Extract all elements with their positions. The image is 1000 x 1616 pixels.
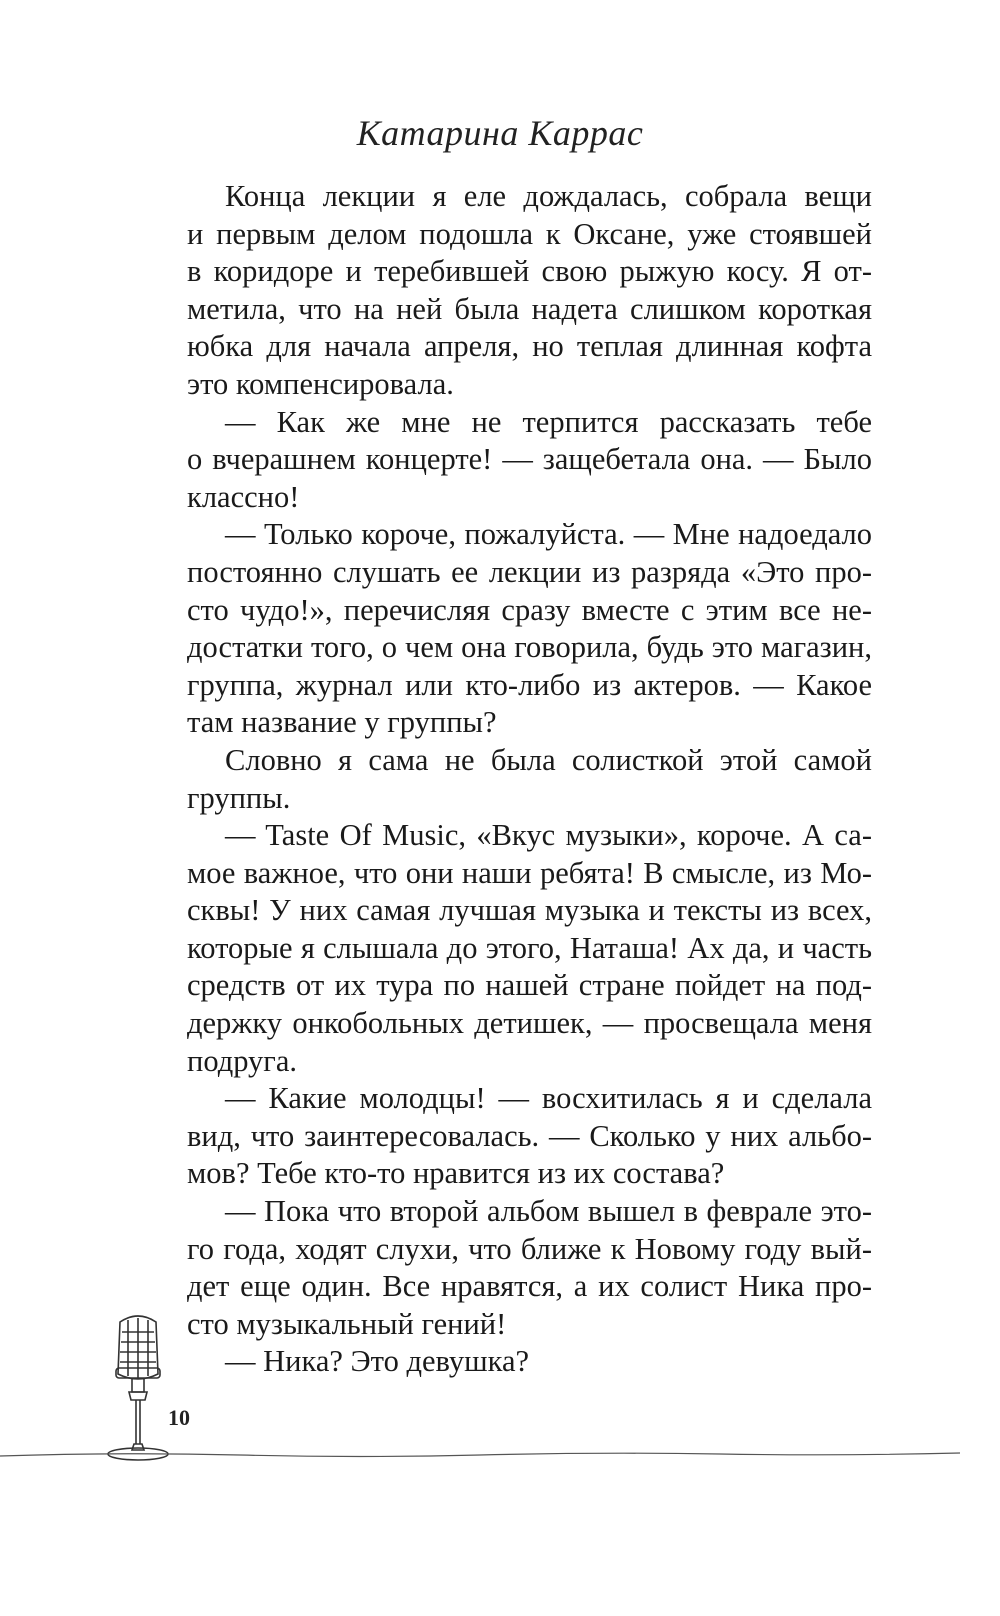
text-line: — Только короче, пожалуйста. — Мне надоедало bbox=[225, 517, 872, 552]
text-line: группа, журнал или кто-либо из актеров. — Какое bbox=[187, 667, 872, 702]
body-text bbox=[187, 178, 872, 1381]
text-line: классно! bbox=[187, 479, 300, 514]
text-line: достатки того, о чем она говорила, будь это магазин, bbox=[187, 630, 872, 665]
text-line: — Пока что второй альбом вышел в феврале это- bbox=[225, 1194, 872, 1229]
page-number: 10 bbox=[168, 1405, 190, 1430]
running-header: Катарина Каррас bbox=[356, 113, 644, 153]
text-line: сто чудо!», перечисляя сразу вместе с этим все не- bbox=[187, 592, 872, 627]
text-line: мое важное, что они наши ребята! В смысле, из Мо- bbox=[187, 855, 872, 890]
text-line: о вчерашнем концерте! — защебетала она. — Было bbox=[187, 442, 872, 477]
text-line: подруга. bbox=[187, 1043, 297, 1078]
text-line: сквы! У них самая лучшая музыка и тексты из всех, bbox=[187, 893, 872, 928]
text-line: постоянно слушать ее лекции из разряда «Это про- bbox=[187, 554, 872, 589]
text-line: которые я слышала до этого, Наташа! Ах да, и часть bbox=[187, 930, 872, 965]
text-line: группы. bbox=[187, 780, 291, 815]
text-line: — Какие молодцы! — восхитилась я и сделала bbox=[225, 1081, 872, 1116]
text-line: метила, что на ней была надета слишком короткая bbox=[187, 291, 872, 326]
text-line: — Taste Of Music, «Вкус музыки», короче. А са- bbox=[225, 818, 872, 853]
text-line: держку онкобольных детишек, — просвещала меня bbox=[187, 1006, 872, 1041]
text-line: — Как же мне не терпится рассказать тебе bbox=[225, 404, 872, 439]
text-line: Словно я сама не была солисткой этой самой bbox=[225, 742, 872, 777]
text-line: средств от их тура по нашей стране пойдет на под- bbox=[187, 968, 872, 1003]
text-line: вид, что заинтересовалась. — Сколько у них альбо- bbox=[187, 1118, 872, 1153]
text-line: го года, ходят слухи, что ближе к Новому году вый- bbox=[187, 1231, 872, 1266]
text-line: юбка для начала апреля, но теплая длинная кофта bbox=[187, 329, 872, 364]
text-line: дет еще один. Все нравятся, а их солист Ника про- bbox=[187, 1269, 872, 1304]
text-line: мов? Тебе кто-то нравится из их состава? bbox=[187, 1156, 725, 1191]
text-line: — Ника? Это девушка? bbox=[225, 1344, 530, 1379]
text-line: Конца лекции я еле дождалась, собрала вещи bbox=[225, 179, 872, 213]
text-line: сто музыкальный гений! bbox=[187, 1306, 507, 1341]
text-line: в коридоре и теребившей свою рыжую косу. Я от- bbox=[187, 254, 872, 289]
text-line: это компенсировала. bbox=[187, 366, 454, 401]
text-line: там название у группы? bbox=[187, 705, 497, 740]
floor-line bbox=[0, 1440, 960, 1470]
text-line: и первым делом подошла к Оксане, уже стоявшей bbox=[187, 216, 872, 251]
